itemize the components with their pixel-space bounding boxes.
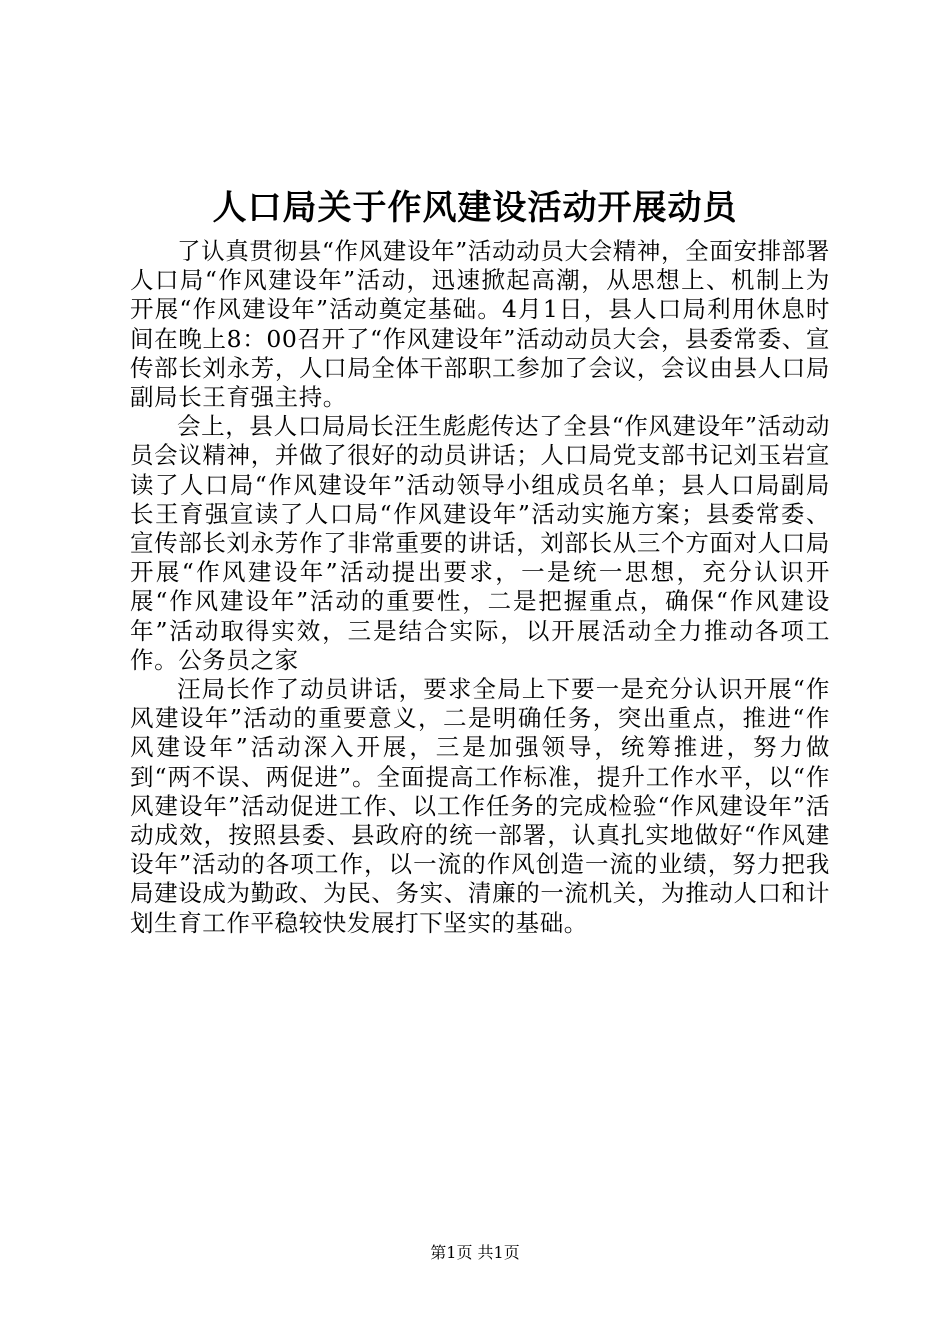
paragraph-3: 汪局长作了动员讲话，要求全局上下要一是充分认识开展“作风建设年”活动的重要意义，二是明确任务，突出重点，推进“作风建设年”活动深入开展，三是加强领导，统筹推进，努力做到“两不误、两促进”。全面提高工作标准，提升工作水平，以“作风建设年”活动促进工作、以工作任务的完成检验“作风建设年”活动成效，按照县委、县政府的统一部署，认真扎实地做好“作风建设年”活动的各项工作，以一流的作风创造一流的业绩，努力把我局建设成为勤政、为民、务实、清廉的一流机关，为推动人口和计划生育工作平稳较快发展打下坚实的基础。: [130, 675, 830, 937]
document-body: [130, 237, 830, 938]
page-footer: 第1页 共1页: [430, 1243, 520, 1262]
paragraph-1: 了认真贯彻县“作风建设年”活动动员大会精神，全面安排部署人口局“作风建设年”活动，迅速掀起高潮，从思想上、机制上为开展“作风建设年”活动奠定基础。4月1日，县人口局利用休息时间在晚上8：00召开了“作风建设年”活动动员大会，县委常委、宣传部长刘永芳，人口局全体干部职工参加了会议，会议由县人口局副局长王育强主持。: [130, 237, 830, 412]
document-title: 人口局关于作风建设活动开展动员: [212, 188, 738, 228]
paragraph-2: 会上，县人口局局长汪生彪彪传达了全县“作风建设年”活动动员会议精神，并做了很好的动员讲话；人口局党支部书记刘玉岩宣读了人口局“作风建设年”活动领导小组成员名单；县人口局副局长王育强宣读了人口局“作风建设年”活动实施方案；县委常委、宣传部长刘永芳作了非常重要的讲话，刘部长从三个方面对人口局开展“作风建设年”活动提出要求，一是统一思想，充分认识开展“作风建设年”活动的重要性，二是把握重点，确保“作风建设年”活动取得实效，三是结合实际，以开展活动全力推动各项工作。公务员之家: [130, 412, 830, 674]
